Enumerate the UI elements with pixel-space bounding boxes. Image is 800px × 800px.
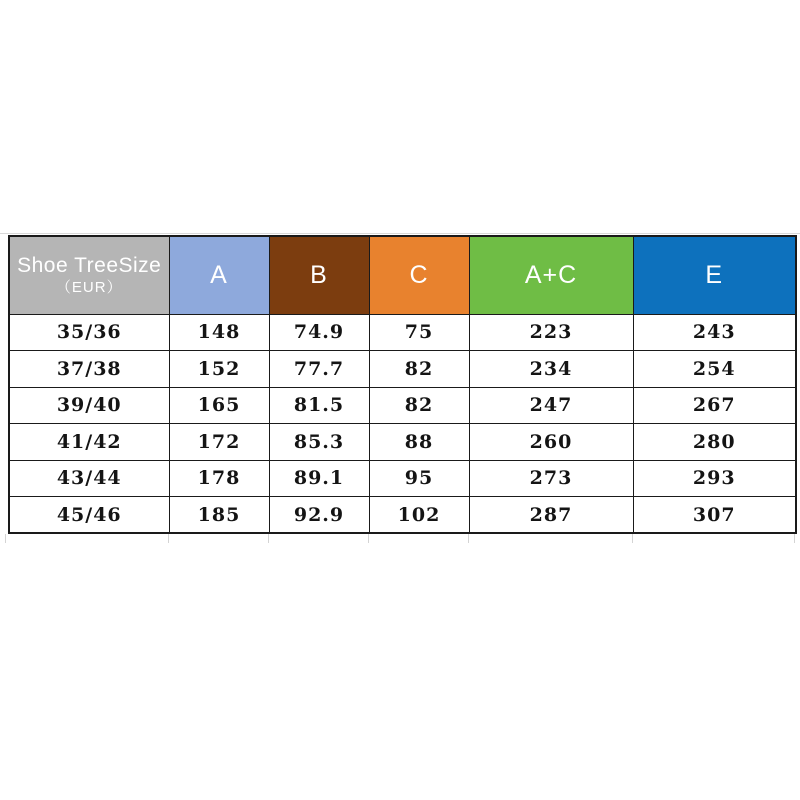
- cell-a: 148: [169, 314, 269, 351]
- cell-a: 178: [169, 460, 269, 497]
- cell-b: 74.9: [269, 314, 369, 351]
- cell-a: 172: [169, 424, 269, 461]
- cell-c: 95: [369, 460, 469, 497]
- size-column-title: Shoe TreeSize: [17, 254, 162, 278]
- cell-a: 152: [169, 351, 269, 388]
- cell-a-plus-c: 223: [469, 314, 633, 351]
- cell-size: 39/40: [9, 387, 169, 424]
- size-column-subtitle: （EUR）: [55, 279, 123, 297]
- table-row: [9, 460, 796, 497]
- cell-c: 82: [369, 387, 469, 424]
- cell-size: 37/38: [9, 351, 169, 388]
- header-cell-a-plus-c: A+C: [469, 236, 633, 314]
- table-row: [9, 497, 796, 534]
- cell-c: 88: [369, 424, 469, 461]
- spreadsheet-gridline: [794, 534, 795, 543]
- cell-a-plus-c: 287: [469, 497, 633, 534]
- spreadsheet-gridline: [168, 534, 169, 543]
- cell-size: 45/46: [9, 497, 169, 534]
- header-cell-e: E: [633, 236, 796, 314]
- cell-b: 81.5: [269, 387, 369, 424]
- table-header-row: [9, 236, 796, 314]
- spreadsheet-gridline: [0, 233, 800, 234]
- cell-e: 243: [633, 314, 796, 351]
- cell-e: 267: [633, 387, 796, 424]
- header-cell-size: [9, 236, 169, 314]
- cell-size: 41/42: [9, 424, 169, 461]
- spreadsheet-gridline: [468, 534, 469, 543]
- spreadsheet-gridline: [5, 534, 6, 543]
- cell-b: 77.7: [269, 351, 369, 388]
- cell-e: 293: [633, 460, 796, 497]
- shoe-tree-size-table: [8, 235, 797, 534]
- table-row: [9, 314, 796, 351]
- cell-a-plus-c: 273: [469, 460, 633, 497]
- cell-a: 185: [169, 497, 269, 534]
- cell-c: 82: [369, 351, 469, 388]
- cell-c: 102: [369, 497, 469, 534]
- cell-a-plus-c: 234: [469, 351, 633, 388]
- spreadsheet-gridline: [368, 534, 369, 543]
- cell-b: 85.3: [269, 424, 369, 461]
- header-cell-a: A: [169, 236, 269, 314]
- cell-size: 35/36: [9, 314, 169, 351]
- cell-b: 89.1: [269, 460, 369, 497]
- cell-e: 307: [633, 497, 796, 534]
- cell-e: 254: [633, 351, 796, 388]
- table-row: [9, 387, 796, 424]
- header-cell-c: C: [369, 236, 469, 314]
- cell-c: 75: [369, 314, 469, 351]
- cell-e: 280: [633, 424, 796, 461]
- spreadsheet-gridline: [268, 534, 269, 543]
- cell-a-plus-c: 260: [469, 424, 633, 461]
- cell-b: 92.9: [269, 497, 369, 534]
- header-cell-b: B: [269, 236, 369, 314]
- cell-a-plus-c: 247: [469, 387, 633, 424]
- cell-a: 165: [169, 387, 269, 424]
- table-row: [9, 351, 796, 388]
- cell-size: 43/44: [9, 460, 169, 497]
- spreadsheet-gridline: [632, 534, 633, 543]
- table-row: [9, 424, 796, 461]
